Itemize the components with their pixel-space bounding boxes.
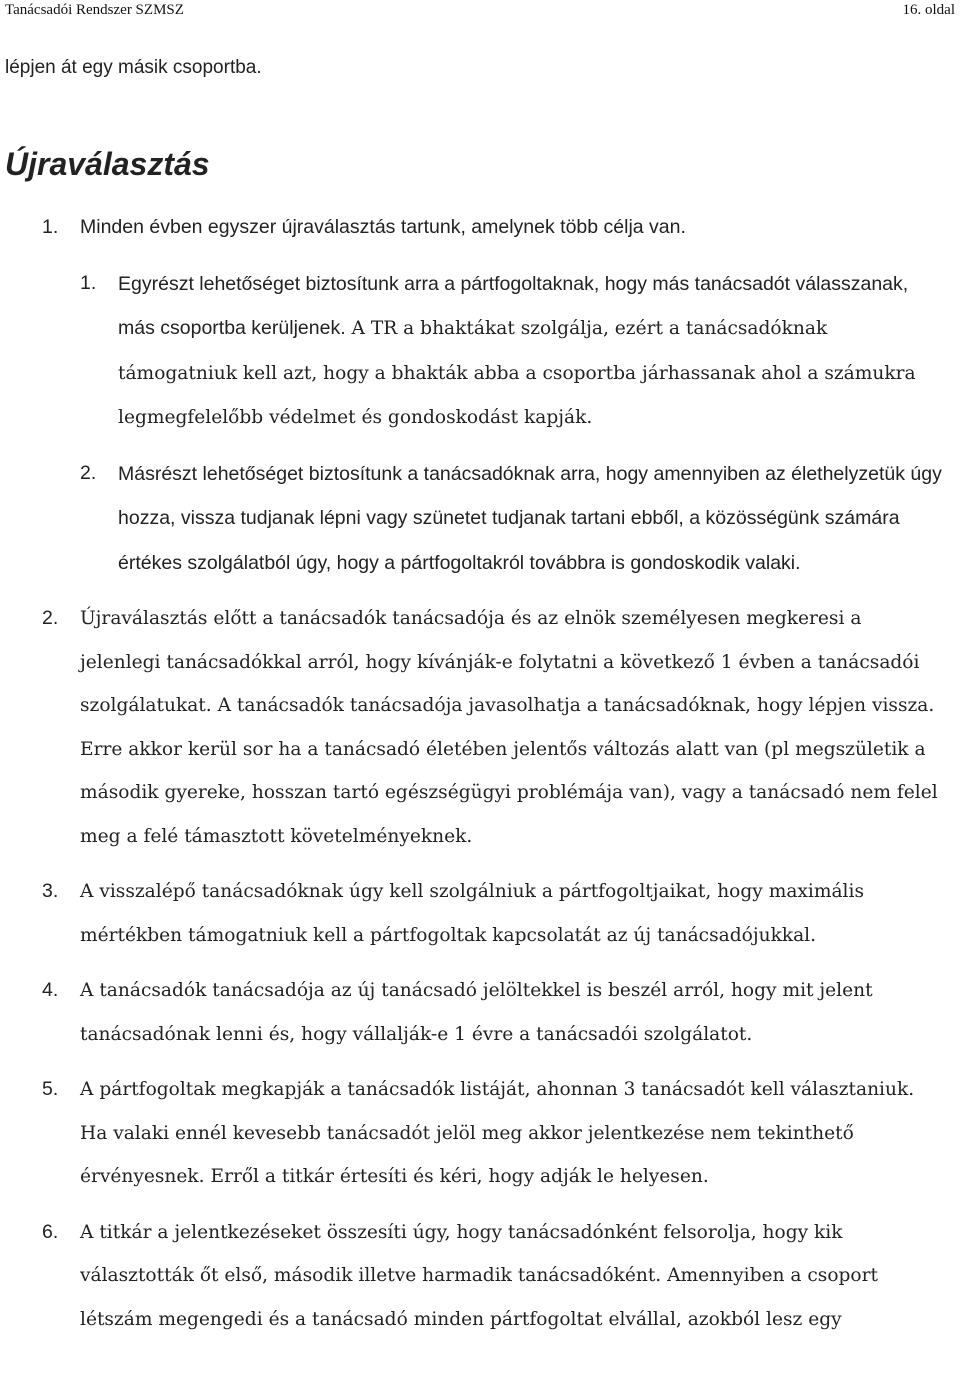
list-item-number: 2. xyxy=(42,607,59,629)
continuation-text: lépjen át egy másik csoportba. xyxy=(5,57,262,78)
nested-list-item xyxy=(0,452,960,586)
list-item-number: 5. xyxy=(42,1078,59,1100)
nested-list-item-number: 2. xyxy=(80,461,97,484)
list-item-number: 6. xyxy=(42,1220,59,1243)
list-item xyxy=(0,870,960,957)
list-item-text: Újraválasztás előtt a tanácsadók tanácsadója és az elnök személyesen megkeresi a jelenlegi tanácsadókkal arról, hogy kívánják-e folytatni a következő 1 évben a tanácsadói szolgálatukat. A tanácsadók tanácsadója javasolhatja a tanácsadóknak, hogy lépjen vissza. Erre akkor kerül sor ha a tanácsadó életében jelentős változás alatt van (pl megszületik a második gyereke, hosszan tartó egészségügyi problémája van), vagy a tanácsadó nem felel meg a felé támasztott követelményeknek. xyxy=(80,608,938,847)
document-body xyxy=(0,50,960,1341)
header-document-title: Tanácsadói Rendszer SZMSZ xyxy=(5,2,184,18)
section-title: Újraválasztás xyxy=(5,146,210,182)
list-item-text: A pártfogoltak megkapják a tanácsadók listáját, ahonnan 3 tanácsadót kell választaniuk. Ha valaki ennél kevesebb tanácsadót jelöl meg akkor jelentkezése nem tekinthető érvényesnek. Erről a titkár értesíti és kéri, hogy adják le helyesen. xyxy=(80,1079,915,1187)
list-item-text: A visszalépő tanácsadóknak úgy kell szolgálniuk a pártfogoltjaikat, hogy maximális mértékben támogatniuk kell a pártfogoltak kapcsolatát az új tanácsadójukkal. xyxy=(80,881,864,946)
list-item-text: A tanácsadók tanácsadója az új tanácsadó jelöltekkel is beszél arról, hogy mit jelent tanácsadónak lenni és, hogy vállalják-e 1 évre a tanácsadói szolgálatot. xyxy=(80,980,873,1045)
nested-list-item-number: 1. xyxy=(80,271,97,294)
nested-list-item-text: Másrészt lehetőséget biztosítunk a tanácsadóknak arra, hogy amennyiben az élethelyzetük úgy hozza, vissza tudjanak lépni vagy szünetet tudjanak tartani ebből, a közösségünk számára értékes szolgálatból úgy, hogy a pártfogoltakról továbbra is gondoskodik valaki. xyxy=(118,462,942,574)
list-item xyxy=(0,969,960,1056)
list-item-number: 1. xyxy=(42,216,59,238)
list-item xyxy=(0,206,960,250)
list-item-number: 4. xyxy=(42,979,59,1001)
list-item xyxy=(0,1068,960,1199)
numbered-list xyxy=(0,206,960,1341)
list-item xyxy=(0,597,960,858)
running-header xyxy=(0,0,960,24)
list-item-number: 3. xyxy=(42,880,59,902)
nested-list-item-text: Egyrészt lehetőséget biztosítunk arra a pártfogoltaknak, hogy más tanácsadót válasszanak, más csoportba kerüljenek. xyxy=(118,272,909,339)
nested-list-item-text-continued: A TR a bhaktákat szolgálja, ezért a tanácsadóknak támogatniuk kell azt, hogy a bhakták abba a csoportba járhassanak ahol a számukra legmegfelelőbb védelmet és gondoskodást kapják. xyxy=(118,318,916,428)
list-item-text: Minden évben egyszer újraválasztás tartunk, amelynek több célja van. xyxy=(80,216,686,238)
nested-list xyxy=(0,262,960,586)
list-item-text: A titkár a jelentkezéseket összesíti úgy, hogy tanácsadónként felsorolja, hogy kik választották őt első, második illetve harmadik tanácsadóként. Amennyiben a csoport létszám megengedi és a tanácsadó minden pártfogoltat elvállal, azokból lesz egy xyxy=(80,1221,878,1330)
nested-list-container xyxy=(0,262,960,586)
header-page-number: 16. oldal xyxy=(902,2,955,18)
list-item xyxy=(0,1211,960,1342)
nested-list-item xyxy=(0,262,960,440)
